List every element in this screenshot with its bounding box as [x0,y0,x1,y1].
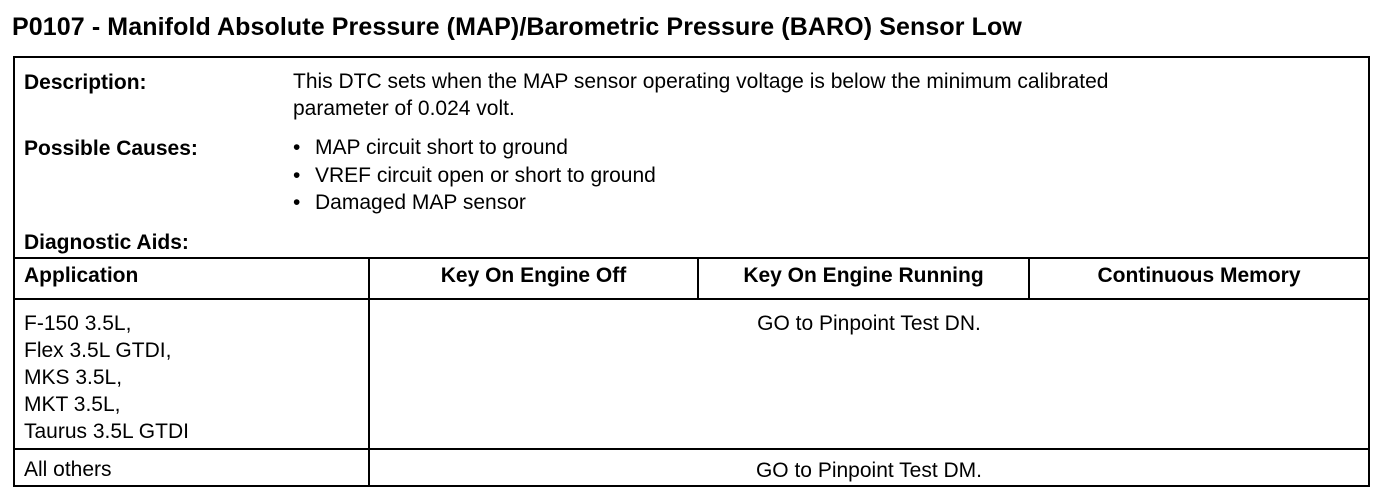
cause-item: • VREF circuit open or short to ground [293,162,656,190]
result-pinpoint-dn: GO to Pinpoint Test DN. [757,312,981,335]
page-title: P0107 - Manifold Absolute Pressure (MAP)/Barometric Pressure (BARO) Sensor Low [12,13,1022,41]
application-item: Taurus 3.5L GTDI [24,420,189,443]
description-line-1: This DTC sets when the MAP sensor operating voltage is below the minimum calibrated [293,70,1109,93]
description-line-2: parameter of 0.024 volt. [293,97,515,120]
possible-causes-list [293,134,656,217]
table-top-border [15,257,1368,259]
bullet-icon: • [293,191,301,214]
possible-causes-label: Possible Causes: [24,137,198,160]
diagnostic-aids-label: Diagnostic Aids: [24,231,189,254]
bullet-icon: • [293,136,301,159]
header-key-on-engine-off: Key On Engine Off [440,264,627,287]
description-label: Description: [24,71,147,94]
application-item: F-150 3.5L, [24,312,132,335]
header-bottom-border [15,298,1368,300]
application-item: Flex 3.5L GTDI, [24,339,172,362]
application-all-others: All others [24,458,112,481]
bullet-icon: • [293,163,301,187]
header-key-on-engine-running: Key On Engine Running [743,264,984,287]
application-list [24,310,189,445]
dtc-info-box [13,56,1370,487]
row-divider [15,448,1368,450]
header-application: Application [24,264,139,287]
application-item: MKT 3.5L, [24,393,121,416]
application-item: MKS 3.5L, [24,366,123,389]
cause-item: • MAP circuit short to ground [293,134,656,162]
header-continuous-memory: Continuous Memory [1097,264,1301,287]
result-pinpoint-dm: GO to Pinpoint Test DM. [755,459,983,482]
cause-item: • Damaged MAP sensor [293,189,656,217]
